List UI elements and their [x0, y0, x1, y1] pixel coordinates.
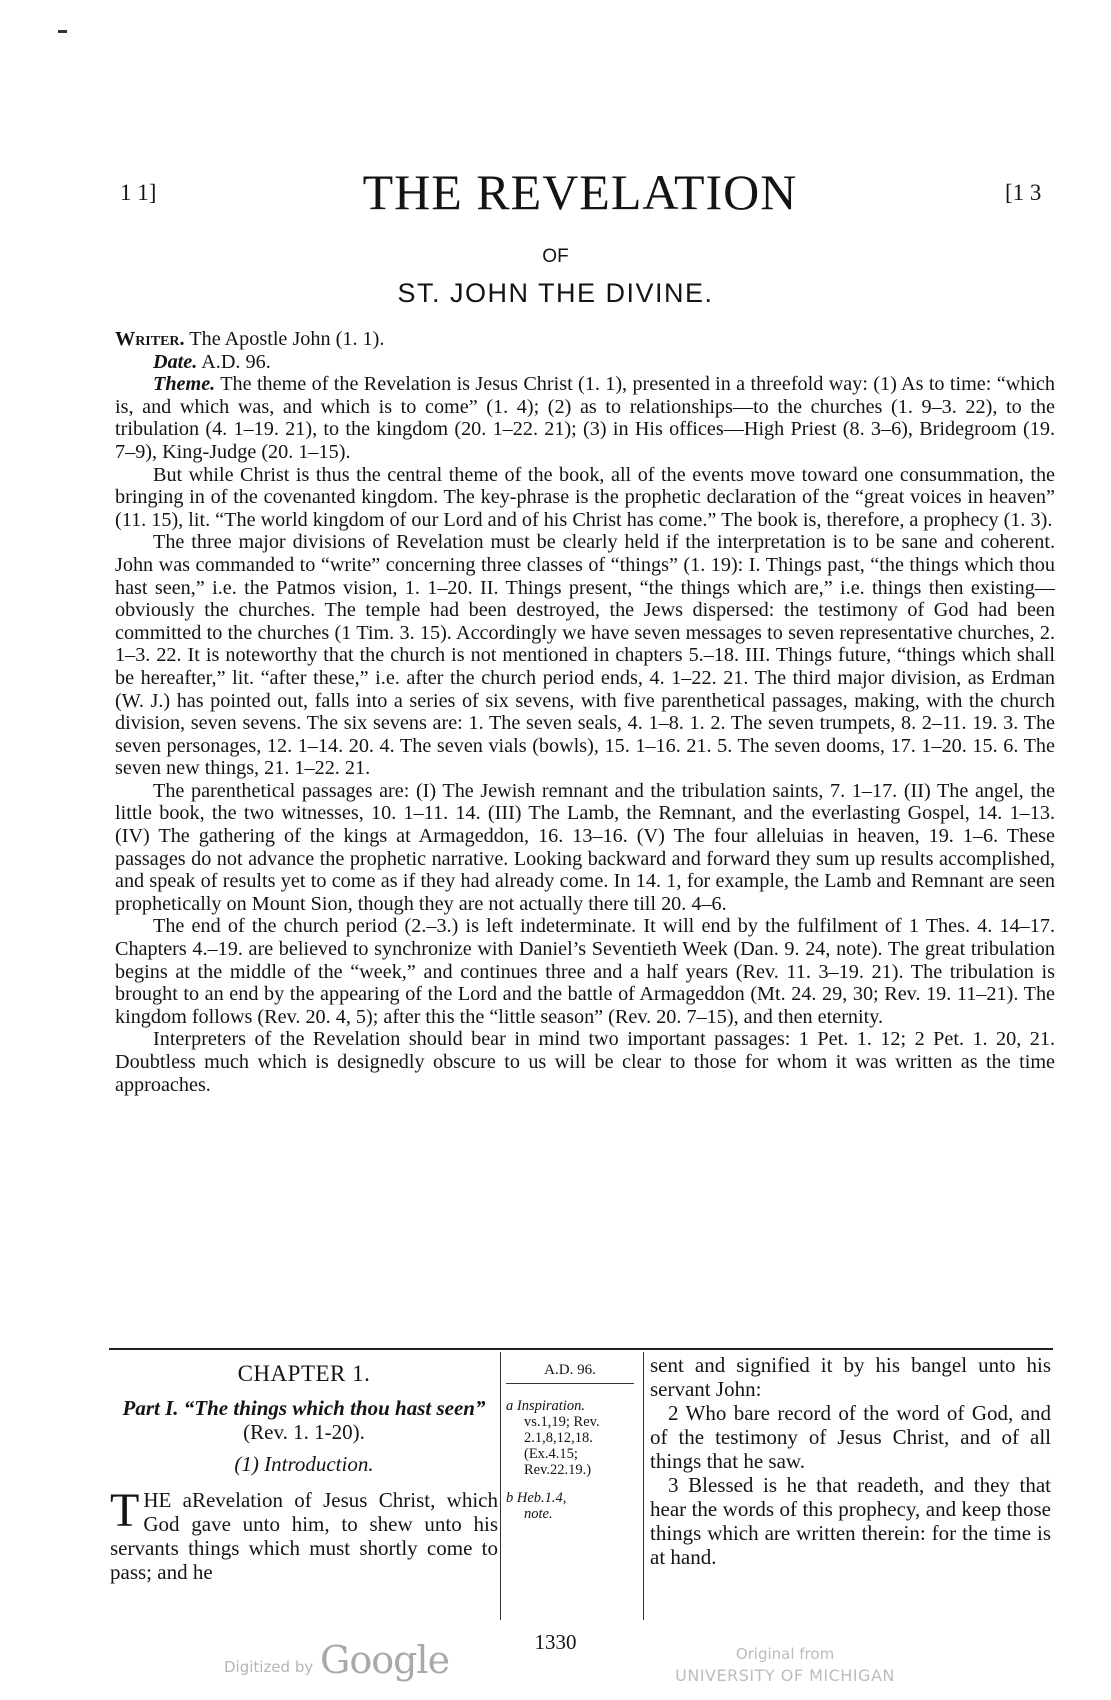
margin-note-b: b Heb.1.4, [506, 1490, 567, 1506]
church-period-paragraph: The end of the church period (2.–3.) is left indeterminate. It will end by the fulfilment of 1 Thes. 4. 14–17. Chapters 4.–19. are believed to synchronize with Daniel’s Seventieth Week (Dan. 9. 24, note). The great tribulation begins at the middle of the “week,” and continues three and a half years (Rev. 11. 3–19. 21). The tribulation is brought to an end by the appearing of the Lord and the battle of Armageddon (Mt. 24. 29, 30; Rev. 19. 11–21). The kingdom follows (Rev. 20. 4, 5); after this the “little season” (Rev. 20. 7–15), and then eternity. [115, 915, 1055, 1028]
margin-note-b-note: note. [524, 1506, 553, 1522]
book-introduction [115, 328, 1055, 1096]
divisions-paragraph: The three major divisions of Revelation must be clearly held if the interpretation is to be sane and coherent. John was commanded to “write” concerning three classes of “things” (1. 19): I. Things past, “the things which thou hast seen,” i.e. the Patmos vision, 1. 1–20. II. Things present, “the things which are,” i.e. things then existing—obviously the churches. The temple had been destroyed, the Jews dispersed: the testimony of God had been committed to the churches (1 Tim. 3. 15). Accordingly we have seven messages to seven representative churches, 2. 1–3. 22. It is noteworthy that the church is not mentioned in chapters 5.–18. III. Things future, “things which shall be hereafter,” lit. “after these,” i.e. after the church period ends, 4. 1–22. 21. The third major division, as Erdman (W. J.) has pointed out, falls into a series of six sevens, with five parenthetical passages, making, with the church division, seven sevens. The six sevens are: 1. The seven seals, 4. 1–8. 1. 2. The seven trumpets, 8. 2–11. 19. 3. The seven personages, 12. 1–14. 20. 4. The seven vials (bowls), 15. 1–16. 21. 5. The seven dooms, 17. 1–20. 15. 6. The seven new things, 21. 1–22. 21. [115, 531, 1055, 780]
part-heading [110, 1396, 498, 1444]
digitized-by-label: Digitized by [224, 1658, 314, 1676]
university-label: UNIVERSITY OF MICHIGAN [675, 1666, 895, 1685]
verse-1-text: HE aRevelation of Jesus Christ, which God gave unto him, to shew unto his servants things which must shortly come to pass; and he [110, 1488, 498, 1584]
drop-cap: T [110, 1484, 140, 1537]
part-label: Part I. “The things which thou hast seen” [122, 1396, 486, 1420]
margin-note-a: a Inspiration. [506, 1398, 585, 1414]
chapter-heading: CHAPTER 1. [237, 1361, 371, 1386]
scan-mark [58, 30, 67, 33]
running-head-left: 1 1] [120, 180, 157, 205]
margin-date: A.D. 96. [506, 1362, 634, 1384]
google-logo: Google [320, 1638, 450, 1682]
book-subtitle: ST. JOHN THE DIVINE. [397, 278, 714, 308]
column-rule-right [643, 1352, 644, 1620]
book-title: THE REVELATION [362, 164, 798, 220]
original-from-label: Original from [735, 1645, 835, 1663]
section-divider [109, 1348, 1053, 1350]
margin-refs-a: vs.1,19; Rev. 2.1,8,12,18. (Ex.4.15; Rev.22.19.) [524, 1414, 600, 1478]
verse-2: 2 Who bare record of the word of God, and of the testimony of Jesus Christ, and of all things that he saw. [650, 1401, 1051, 1473]
marginal-references [506, 1362, 634, 1522]
chapter-column [110, 1362, 498, 1584]
theme-paragraph [115, 373, 1055, 463]
verse-1-continued: sent and signified it by his bangel unto his servant John: [650, 1353, 1051, 1401]
introduction-heading-text: (1) Introduction. [234, 1452, 374, 1476]
introduction-heading [110, 1452, 498, 1476]
writer-text: The Apostle John (1. 1). [184, 328, 385, 350]
verse-3: 3 Blessed is he that readeth, and they that hear the words of this prophecy, and keep those things which are written therein: for the time is at hand. [650, 1473, 1051, 1569]
running-head-right: [1 3 [1005, 180, 1042, 205]
parenthetical-paragraph: The parenthetical passages are: (I) The Jewish remnant and the tribulation saints, 7. 1–17. (II) The angel, the little book, the two witnesses, 10. 1–11. 14. (III) The Lamb, the Remnant, and the everlasting Gospel, 14. 1–13. (IV) The gathering of the kings at Armageddon, 16. 13–16. (V) The four alleluias in heaven, 19. 1–6. These passages do not advance the prophetic narrative. Looking backward and forward they sum up results accomplished, and speak of results yet to come as if they had already come. In 14. 1, for example, the Lamb and Remnant are seen prophetically on Mount Sion, though they are not actually there till 20. 4–6. [115, 779, 1055, 915]
theme-label: Theme. [153, 373, 216, 396]
date-label: Date. [153, 350, 198, 373]
date-line [115, 351, 1055, 374]
writer-label: Writer. [115, 328, 185, 350]
book-title-of: OF [542, 246, 569, 267]
column-rule-left [500, 1352, 501, 1620]
scripture-column [650, 1353, 1051, 1569]
date-text: A.D. 96. [197, 350, 271, 373]
page-number: 1330 [534, 1630, 577, 1654]
central-theme-paragraph: But while Christ is thus the central theme of the book, all of the events move toward one consummation, the bringing in of the covenanted kingdom. The key-phrase is the prophetic declaration of the “great voices in heaven” (11. 15), lit. “The world kingdom of our Lord and of his Christ has come.” The book is, therefore, a prophecy (1. 3). [115, 463, 1055, 531]
writer-line [115, 328, 1055, 351]
part-reference: (Rev. 1. 1-20). [243, 1420, 365, 1444]
interpreters-paragraph: Interpreters of the Revelation should bear in mind two important passages: 1 Pet. 1. 12; 2 Pet. 1. 20, 21. Doubtless much which is designedly obscure to us will be clear to those for whom it was written as the time approaches. [115, 1028, 1055, 1096]
theme-text: The theme of the Revelation is Jesus Christ (1. 1), presented in a threefold way: (1) As to time: “which is, and which was, and which is to come” (1. 4); (2) as to relationships—to the churches (1. 9–3. 22), to the tribulation (4. 1–19. 21), to the kingdom (20. 1–22. 21); (3) in His offices—High Priest (8. 3–6), Bridegroom (19. 7–9), King-Judge (20. 1–15). [115, 373, 1055, 463]
verse-1 [110, 1484, 498, 1584]
